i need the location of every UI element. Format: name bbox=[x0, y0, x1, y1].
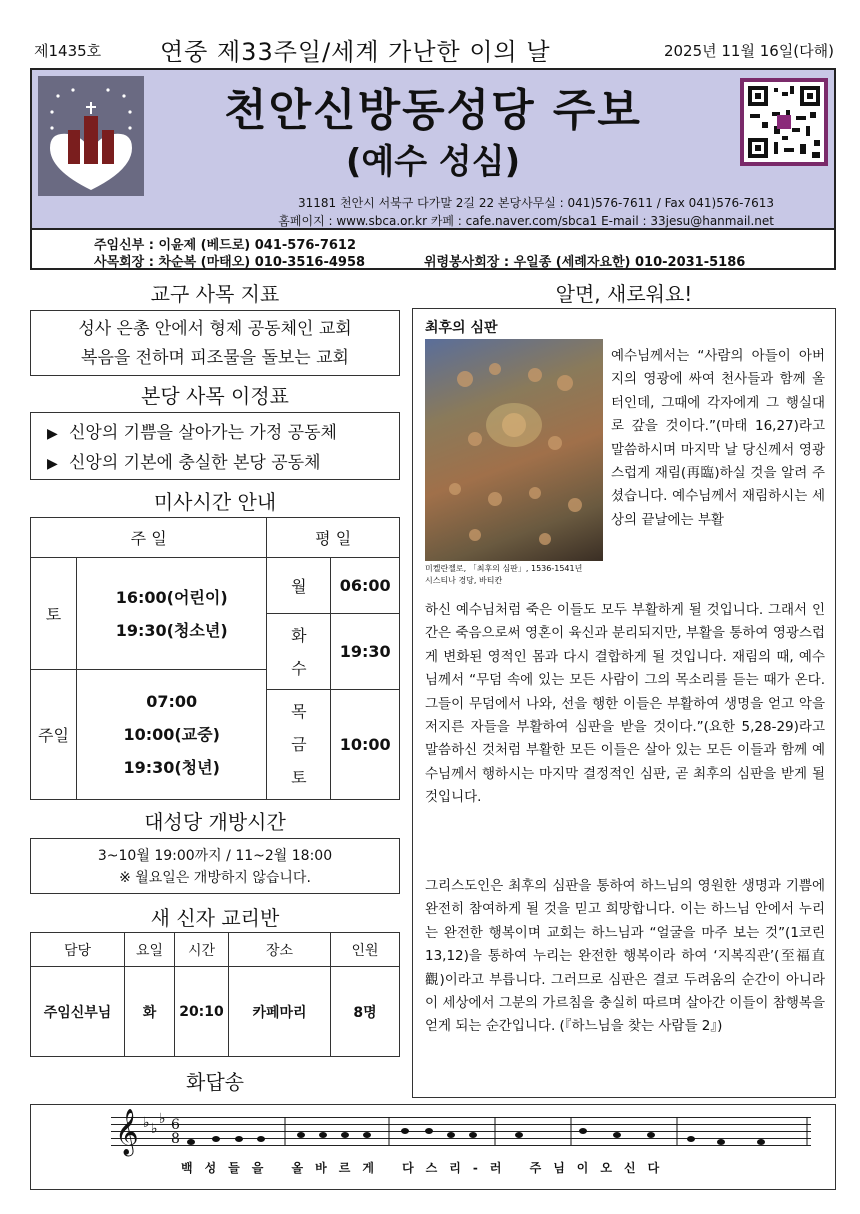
article-heading: 알면, 새로워요! bbox=[555, 282, 693, 306]
council-contact: 사목회장 : 차순복 (마태오) 010-3516-4958 bbox=[94, 255, 366, 270]
open-hours-line: 3~10월 19:00까지 / 11~2월 18:00 bbox=[97, 848, 333, 864]
svg-text:♭: ♭ bbox=[151, 1121, 158, 1137]
plan-title: 본당 사목 이정표 bbox=[141, 384, 289, 408]
plan-item: ▶ 신앙의 기쁨을 살아가는 가정 공동체 bbox=[47, 419, 399, 449]
score-notes bbox=[31, 1105, 837, 1155]
class-cell: 주임신부님 bbox=[31, 967, 125, 1057]
class-cell: 8명 bbox=[331, 967, 400, 1057]
top-line bbox=[30, 32, 836, 66]
mass-schedule-table bbox=[30, 517, 400, 800]
responsorial-psalm-score bbox=[30, 1104, 836, 1190]
article-paragraph-intro: 예수님께서는 “사람의 아들이 아버지의 영광에 싸여 천사들과 함께 올 터인데, 그때에 각자에게 그 행실대로 갚을 것이다.”(마태 16,27)라고 말씀하시며 마지막 날 당신께서 영광스럽게 재림(再臨)하실 것을 알려 주셨습니다. 예수님께서 재림하시는 세상의 끝날에는 부활 bbox=[611, 348, 825, 528]
open-hours-title: 대성당 개방시간 bbox=[144, 810, 286, 834]
hymn-title: 화답송 bbox=[186, 1070, 244, 1094]
class-title: 새 신자 교리반 bbox=[150, 906, 280, 930]
issue-date: 2025년 11월 16일(다해) bbox=[663, 42, 834, 60]
class-cell: 화 bbox=[125, 967, 175, 1057]
class-header: 시간 bbox=[175, 933, 229, 967]
article-box bbox=[412, 308, 836, 1098]
motto-title: 교구 사목 지표 bbox=[150, 282, 280, 306]
issue-number: 제1435호 bbox=[34, 42, 102, 60]
open-hours-box bbox=[30, 838, 400, 894]
triangle-bullet-icon: ▶ bbox=[47, 456, 58, 472]
new-believer-class-table bbox=[30, 932, 400, 1057]
svg-text:♭: ♭ bbox=[143, 1115, 150, 1131]
last-judgment-painting bbox=[425, 339, 603, 561]
qr-code-icon[interactable] bbox=[740, 78, 828, 166]
treble-clef-icon: 𝄞 bbox=[115, 1109, 139, 1155]
class-header: 요일 bbox=[125, 933, 175, 967]
mass-thufrisat-time: 10:00 bbox=[331, 690, 400, 800]
motto-line: 성사 은총 안에서 형제 공동체인 교회 bbox=[78, 319, 352, 339]
mass-mon-time: 06:00 bbox=[331, 558, 400, 614]
bulletin-subtitle: (예수 성심) bbox=[345, 142, 521, 182]
svg-text:8: 8 bbox=[171, 1131, 180, 1147]
mass-day-sat: 토 bbox=[31, 558, 77, 670]
mass-sat-times: 16:00(어린이) 19:30(청소년) bbox=[77, 558, 267, 670]
class-cell: 20:10 bbox=[175, 967, 229, 1057]
motto-box bbox=[30, 310, 400, 376]
mass-title: 미사시간 안내 bbox=[153, 490, 277, 514]
class-header: 담당 bbox=[31, 933, 125, 967]
mass-tuewed-time: 19:30 bbox=[331, 614, 400, 690]
open-hours-note: ※ 월요일은 개방하지 않습니다. bbox=[119, 870, 311, 886]
plan-box bbox=[30, 412, 400, 480]
mass-day-sun: 주일 bbox=[31, 670, 77, 800]
painting-location: 시스티나 경당, 바티칸 bbox=[425, 576, 503, 585]
class-cell: 카페마리 bbox=[229, 967, 331, 1057]
mass-col-weekday: 평 일 bbox=[267, 518, 400, 558]
svg-text:♭: ♭ bbox=[159, 1111, 166, 1127]
staff-directory bbox=[30, 230, 836, 270]
painting-caption: 미켈란젤로, 「최후의 심판」, 1536-1541년 bbox=[425, 564, 583, 573]
pastor-contact: 주임신부 : 이윤제 (베드로) 041-576-7612 bbox=[94, 238, 357, 253]
motto-line: 복음을 전하며 피조물을 돌보는 교회 bbox=[81, 348, 349, 368]
class-header: 장소 bbox=[229, 933, 331, 967]
triangle-bullet-icon: ▶ bbox=[47, 426, 58, 442]
hymn-lyrics: 백성들을 올바르게 다스리-러 주님이오신다 bbox=[181, 1161, 672, 1175]
mass-day-tuewed: 화 수 bbox=[267, 614, 331, 690]
parish-address: 31181 천안시 서북구 다가말 2길 22 본당사무실 : 041)576-7611 / Fax 041)576-7613 bbox=[298, 196, 774, 210]
mass-col-sunday: 주 일 bbox=[31, 518, 267, 558]
article-title: 최후의 심판 bbox=[425, 320, 498, 336]
liturgical-occasion: 연중 제33주일/세계 가난한 이의 날 bbox=[160, 38, 551, 66]
bulletin-title: 천안신방동성당 주보 bbox=[224, 85, 642, 136]
plan-item: ▶ 신앙의 기본에 충실한 본당 공동체 bbox=[47, 449, 399, 479]
parish-web-contacts: 홈페이지 : www.sbca.or.kr 카페 : cafe.naver.com/sbca1 E-mail : 33jesu@hanmail.net bbox=[278, 214, 774, 228]
mass-day-mon: 월 bbox=[267, 558, 331, 614]
article-paragraph: 그리스도인은 최후의 심판을 통하여 하느님의 영원한 생명과 기쁨에 완전히 참여하게 될 것을 믿고 희망합니다. 이는 하느님 안에서 누리는 완전한 행복이며 교회는 하느님과 “얼굴을 마주 보는 것”(1코린 13,12)을 통하여 누리는 완전한 행복이라 하여 ‘지복직관’(至福直觀)이라고 부릅니다. 그러므로 심판은 결코 두려움의 순간이 아니라 이 세상에서 그분의 가르침을 충실히 따르며 살아간 이들이 참행복을 얻게 되는 순간입니다. (『하느님을 찾는 사람들 2』) bbox=[425, 878, 825, 1035]
article-paragraph: 하신 예수님처럼 죽은 이들도 모두 부활하게 될 것입니다. 그래서 인간은 죽음으로써 영혼이 육신과 분리되지만, 부활을 통하여 영광스럽게 변화된 영적인 몸과 다시 결합하게 될 것입니다. 재림의 때, 예수님께서 “무덤 속에 있는 모든 사람이 그의 목소리를 듣는 때가 온다. 그들이 무덤에서 나와, 선을 행한 이들은 부활하여 생명을 얻고 악을 저지른 자들을 부활하여 심판을 받을 것이다.”(요한 5,28-29)라고 말씀하신 것처럼 부활한 모든 이들은 살아 있는 모든 이들과 함께 예수님께서 행하시는 마지막 결정적인 심판, 곧 최후의 심판을 받게 될 것입니다. bbox=[425, 602, 825, 806]
mass-day-thufrisat: 목 금 토 bbox=[267, 690, 331, 800]
mass-sun-times: 07:00 10:00(교중) 19:30(청년) bbox=[77, 670, 267, 800]
masthead bbox=[30, 68, 836, 230]
class-header: 인원 bbox=[331, 933, 400, 967]
svg-text:6: 6 bbox=[171, 1117, 180, 1133]
funeral-ministry-contact: 위령봉사회장 : 우일종 (세례자요한) 010-2031-5186 bbox=[424, 255, 746, 270]
